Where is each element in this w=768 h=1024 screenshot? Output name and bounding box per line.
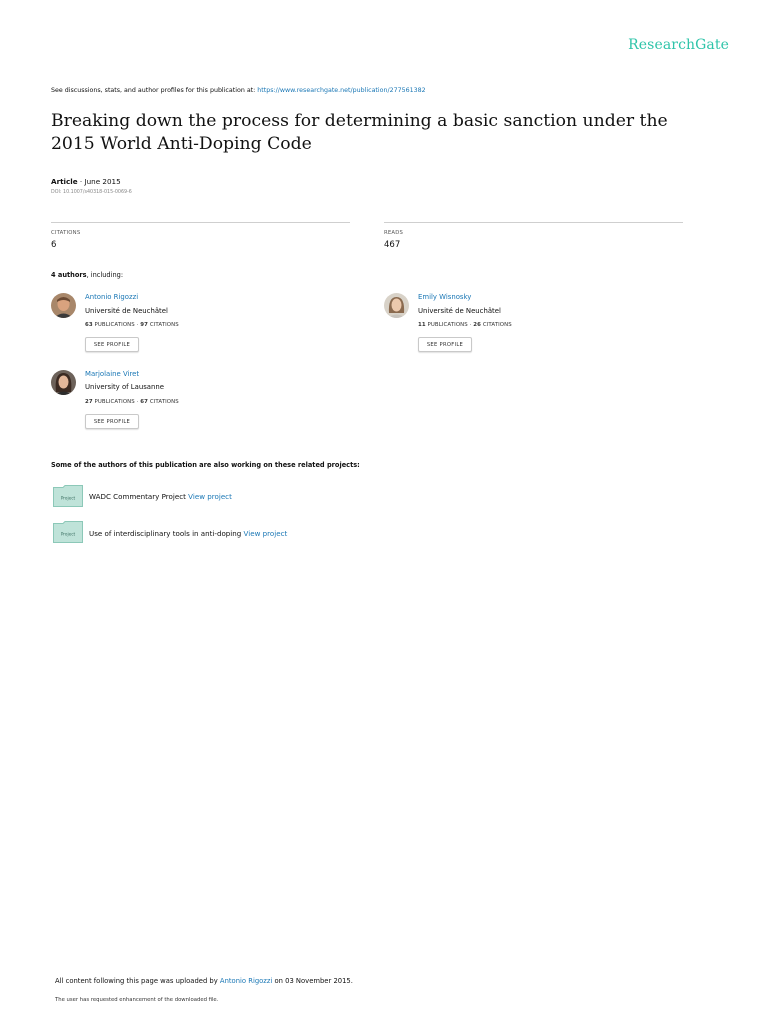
- uploader-link[interactable]: Antonio Rigozzi: [219, 977, 273, 985]
- discussion-prefix: See discussions, stats, and author profiles for this publication at:: [51, 87, 258, 94]
- authors-heading-suffix: , including:: [86, 271, 124, 279]
- related-project-item: [89, 492, 232, 501]
- author-avatar[interactable]: [384, 293, 409, 318]
- author-name-link[interactable]: Antonio Rigozzi: [85, 293, 139, 301]
- author-stats: 11 PUBLICATIONS · 26 CITATIONS: [418, 322, 512, 328]
- author-stats: 27 PUBLICATIONS · 67 CITATIONS: [85, 399, 179, 405]
- author-stats: 63 PUBLICATIONS · 97 CITATIONS: [85, 322, 179, 328]
- related-project-item: [89, 529, 287, 538]
- author-photo-icon: [51, 293, 76, 318]
- publication-type: Article: [51, 177, 78, 186]
- related-projects-heading: Some of the authors of this publication are also working on these related projects:: [51, 461, 360, 469]
- upload-notice: [55, 977, 353, 985]
- author-citations-count: 26: [473, 322, 481, 328]
- view-project-link[interactable]: View project: [188, 492, 232, 501]
- publication-date: · June 2015: [77, 177, 121, 186]
- discussion-line: [51, 87, 426, 94]
- reads-divider: [384, 222, 683, 223]
- view-project-link[interactable]: View project: [243, 529, 288, 538]
- publication-meta: [51, 177, 121, 186]
- citations-count: 6: [51, 240, 57, 250]
- citations-label: CITATIONS: [51, 230, 81, 236]
- author-citations-count: 67: [140, 399, 148, 405]
- author-citations-label: CITATIONS: [482, 322, 512, 328]
- project-folder-icon: [53, 485, 83, 507]
- reads-count: 467: [384, 240, 401, 250]
- author-publications-label: PUBLICATIONS: [427, 322, 468, 328]
- project-name: WADC Commentary Project: [89, 492, 189, 501]
- author-publications-label: PUBLICATIONS: [94, 322, 135, 328]
- authors-heading: [51, 271, 123, 279]
- author-avatar[interactable]: [51, 370, 76, 395]
- reads-label: READS: [384, 230, 404, 236]
- author-institution: Université de Neuchâtel: [418, 307, 501, 315]
- author-photo-icon: [51, 370, 76, 395]
- citations-divider: [51, 222, 350, 223]
- publication-url-link[interactable]: https://www.researchgate.net/publication/277561382: [257, 87, 426, 94]
- author-publications-count: 11: [418, 322, 426, 328]
- researchgate-logo[interactable]: ResearchGate: [628, 37, 729, 53]
- authors-count: 4 authors: [51, 271, 87, 279]
- author-citations-label: CITATIONS: [149, 322, 179, 328]
- author-citations-count: 97: [140, 322, 148, 328]
- project-folder-icon: [53, 521, 83, 543]
- author-publications-count: 27: [85, 399, 93, 405]
- see-profile-button[interactable]: SEE PROFILE: [85, 414, 139, 429]
- author-publications-count: 63: [85, 322, 93, 328]
- publication-title: Breaking down the process for determining a basic sanction under the 2015 World Anti-Doping Code: [51, 111, 668, 154]
- see-profile-button[interactable]: SEE PROFILE: [418, 337, 472, 352]
- author-publications-label: PUBLICATIONS: [94, 399, 135, 405]
- project-icon-label: Project: [60, 495, 76, 501]
- author-photo-icon: [384, 293, 409, 318]
- author-name-link[interactable]: Emily Wisnosky: [418, 293, 472, 301]
- author-avatar[interactable]: [51, 293, 76, 318]
- download-note: The user has requested enhancement of the downloaded file.: [55, 997, 219, 1003]
- author-citations-label: CITATIONS: [149, 399, 179, 405]
- author-institution: Université de Neuchâtel: [85, 307, 168, 315]
- see-profile-button[interactable]: SEE PROFILE: [85, 337, 139, 352]
- author-name-link[interactable]: Marjolaine Viret: [85, 370, 140, 378]
- author-institution: University of Lausanne: [85, 383, 164, 391]
- project-name: Use of interdisciplinary tools in anti-doping: [89, 529, 244, 538]
- upload-suffix: on 03 November 2015.: [272, 977, 353, 985]
- upload-prefix: All content following this page was uploaded by: [55, 977, 220, 985]
- publication-doi: DOI: 10.1007/s40318-015-0069-6: [51, 190, 132, 195]
- project-icon-label: Project: [60, 531, 76, 537]
